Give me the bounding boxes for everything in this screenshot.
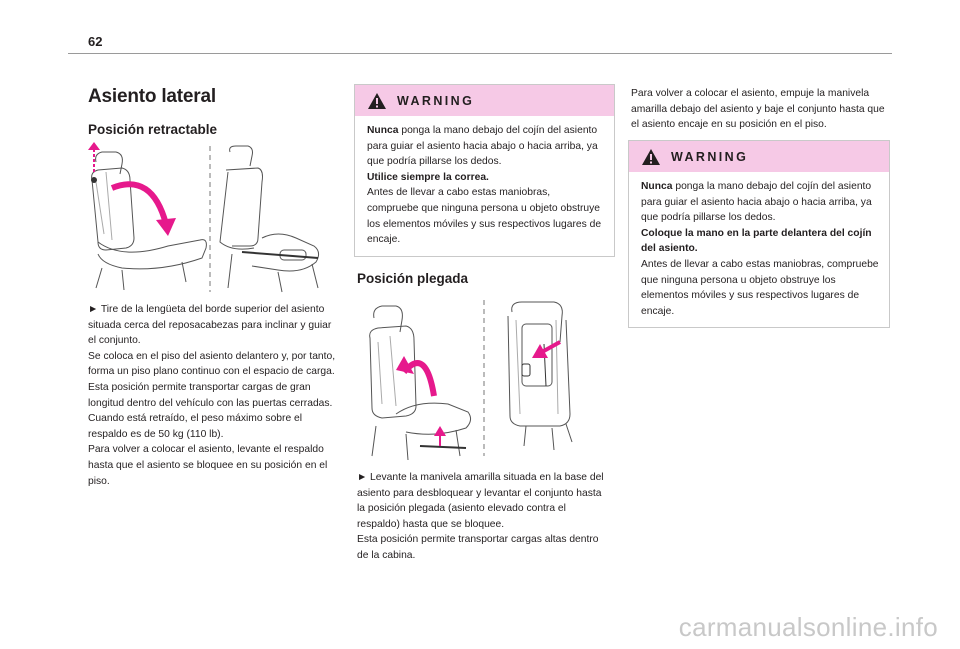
- warning-lead-bold: Nunca: [367, 125, 399, 136]
- paragraph: Esta posición permite transportar cargas altas dentro de la cabina.: [357, 534, 599, 561]
- warning-text: [367, 123, 604, 170]
- subsection-title-retractable: Posición retractable: [88, 122, 218, 137]
- folded-seat-illustration: [356, 296, 612, 462]
- page-number: 62: [88, 34, 103, 49]
- paragraph: Se coloca en el piso del asiento delantero y, por tanto, forma un piso plano continuo con el espacio de carga.: [88, 350, 336, 378]
- warning-box-1: [354, 84, 615, 257]
- paragraph: Cuando está retraído, el peso máximo sobre el respaldo es de 50 kg (110 lb).: [88, 413, 303, 440]
- section-title: Asiento lateral: [88, 86, 216, 107]
- warning-body: [355, 116, 614, 256]
- warning-header: [629, 141, 889, 172]
- warning-title: WARNING: [671, 149, 749, 164]
- warning-box-2: [628, 140, 890, 328]
- column-1-body: [88, 302, 338, 489]
- watermark: carmanualsonline.info: [678, 612, 938, 642]
- warning-lead-bold: Nunca: [641, 181, 673, 192]
- warning-lead-rest: ponga la mano debajo del cojín del asiento para guiar el asiento hacia abajo o hacia arriba, ya que podría pillarse los dedos.: [641, 181, 872, 224]
- warning-title: WARNING: [397, 93, 475, 108]
- subsection-title-folded: Posición plegada: [357, 271, 469, 286]
- column-2-body: [357, 470, 609, 564]
- header-divider: [68, 53, 892, 54]
- warning-text: [641, 179, 879, 226]
- warning-triangle-icon: [367, 92, 387, 110]
- paragraph: ► Levante la manivela amarilla situada en la base del asiento para desbloquear y levantar el conjunto hasta la posición plegada (asiento elevado contra el respaldo) hasta que se bloquee.: [357, 472, 604, 530]
- column-2-heading: [357, 271, 612, 286]
- paragraph: Esta posición permite transportar cargas de gran longitud dentro del vehículo con las puertas cerradas.: [88, 381, 333, 409]
- warning-body: [629, 172, 889, 327]
- column-1: [88, 86, 338, 137]
- warning-lead-rest: ponga la mano debajo del cojín del asiento para guiar el asiento hacia abajo o hacia arriba, ya que podría pillarse los dedos.: [367, 125, 598, 168]
- warning-header: [355, 85, 614, 116]
- column-3-intro: [631, 86, 889, 133]
- warning-last: Antes de llevar a cabo estas maniobras, compruebe que ninguna persona u objeto obstruye los elementos móviles y sus respectivos lugares de encaje.: [367, 187, 602, 246]
- paragraph: Para volver a colocar el asiento, levante el respaldo hasta que el asiento se bloquee en su posición en el piso.: [88, 444, 328, 487]
- paragraph: ► Tire de la lengüeta del borde superior del asiento situada cerca del reposacabezas para inclinar y guiar el conjunto.: [88, 304, 332, 347]
- paragraph: Para volver a colocar el asiento, empuje la manivela amarilla debajo del asiento y baje el conjunto hasta que el asiento encaje en su posición en el piso.: [631, 88, 885, 131]
- retractable-seat-illustration: [82, 142, 334, 294]
- warning-last: Antes de llevar a cabo estas maniobras, compruebe que ninguna persona u objeto obstruye los elementos móviles y sus respectivos lugares de encaje.: [641, 258, 879, 317]
- warning-bold-line: Utilice siempre la correa.: [367, 171, 489, 183]
- warning-bold-line: Coloque la mano en la parte delantera del cojín del asiento.: [641, 227, 872, 255]
- warning-triangle-icon: [641, 148, 661, 166]
